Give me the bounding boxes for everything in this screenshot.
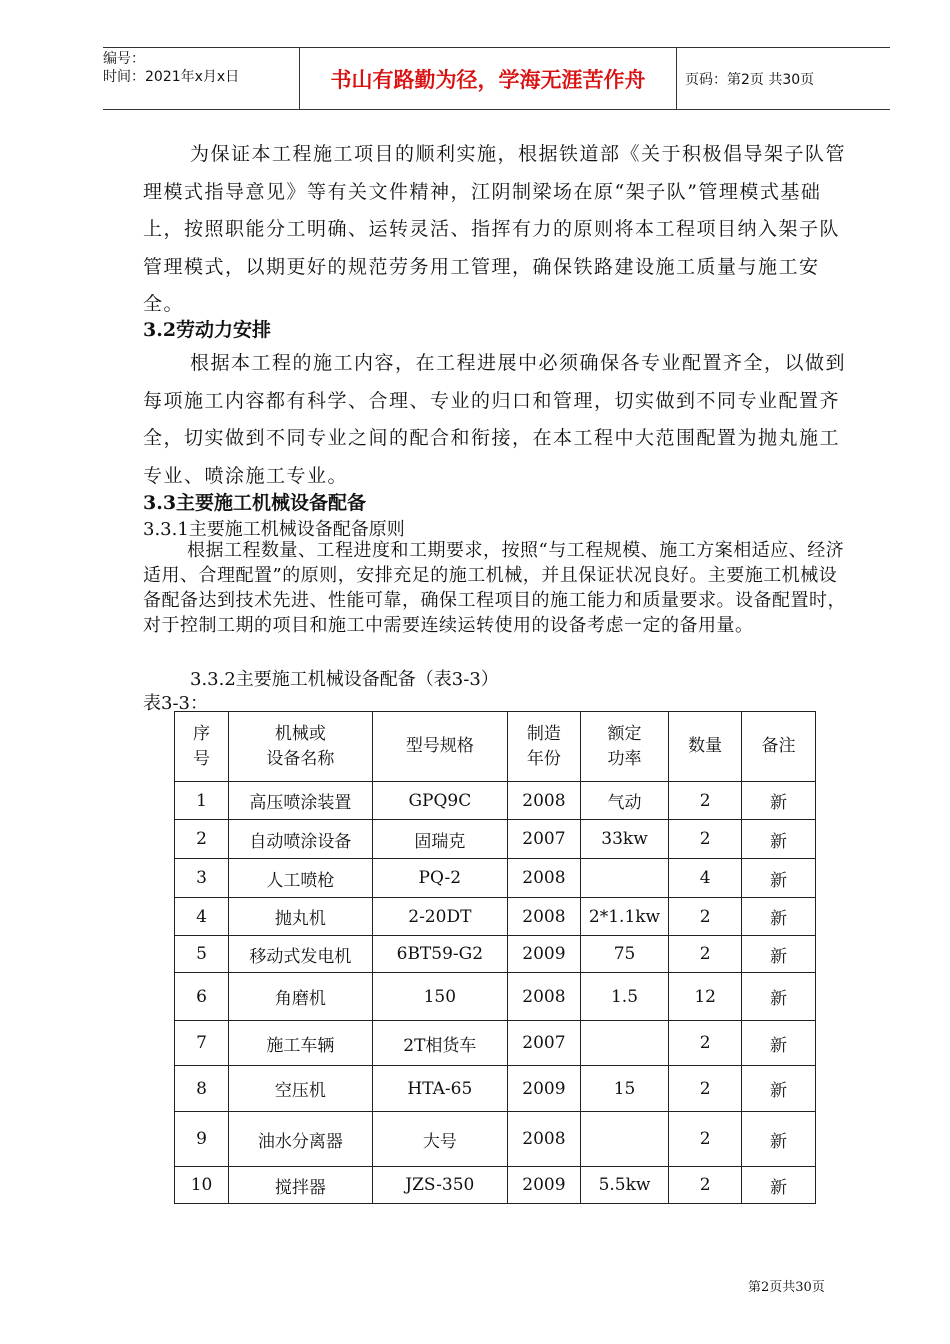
cell-power: 2*1.1kw [580,898,668,936]
table-row [175,820,816,859]
cell-note: 新 [742,859,816,898]
cell-note: 新 [742,1167,816,1204]
table-caption: 表3-3： [143,693,208,714]
cell-year: 2008 [507,1112,580,1167]
cell-note: 新 [742,1021,816,1066]
cell-model: 2-20DT [372,898,507,936]
cell-no: 8 [175,1066,229,1112]
cell-note: 新 [742,782,816,820]
header-name: 机械或 设备名称 [229,712,373,782]
cell-no: 10 [175,1167,229,1204]
cell-no: 3 [175,859,229,898]
cell-no: 1 [175,782,229,820]
cell-year: 2009 [507,1167,580,1204]
cell-year: 2009 [507,1066,580,1112]
cell-note: 新 [742,1066,816,1112]
section-3-2-title: 3.2劳动力安排 [143,319,272,341]
table-row [175,782,816,820]
cell-no: 6 [175,973,229,1021]
cell-power: 1.5 [580,973,668,1021]
cell-year: 2008 [507,898,580,936]
table-row [175,973,816,1021]
equipment-table [174,711,816,1204]
table-row [175,1021,816,1066]
page-header [103,47,890,110]
cell-power: 33kw [580,820,668,859]
cell-model: 150 [372,973,507,1021]
document-number-label: 编号： [103,51,145,67]
cell-qty: 2 [669,1066,742,1112]
header-year: 制造 年份 [507,712,580,782]
cell-model: JZS-350 [372,1167,507,1204]
section-3-3-title: 3.3主要施工机械设备配备 [143,492,367,514]
cell-power [580,1021,668,1066]
cell-year: 2008 [507,859,580,898]
cell-note: 新 [742,936,816,973]
cell-model: 2T相货车 [372,1021,507,1066]
cell-no: 9 [175,1112,229,1167]
page-footer: 第2页共30页 [748,1280,825,1295]
cell-qty: 2 [669,936,742,973]
cell-name: 人工喷枪 [229,859,373,898]
cell-year: 2007 [507,820,580,859]
cell-power [580,1112,668,1167]
cell-no: 5 [175,936,229,973]
cell-note: 新 [742,898,816,936]
cell-year: 2008 [507,973,580,1021]
cell-year: 2007 [507,1021,580,1066]
cell-no: 4 [175,898,229,936]
header-meta [103,50,298,86]
cell-power: 15 [580,1066,668,1112]
cell-qty: 2 [669,1021,742,1066]
section-3-3-1-title: 3.3.1主要施工机械设备配备原则 [143,519,405,540]
cell-power: 5.5kw [580,1167,668,1204]
header-model: 型号规格 [372,712,507,782]
cell-model: GPQ9C [372,782,507,820]
section-3-3-1-body: 根据工程数量、工程进度和工期要求，按照“与工程规模、施工方案相适应、经济适用、合理配置”的原则，安排充足的施工机械，并且保证状况良好。主要施工机械设备配备达到技术先进、性能可靠，确保工程项目的施工能力和质量要求。设备配置时，对于控制工期的项目和施工中需要连续运转使用的设备考虑一定的备用量。 [143,540,846,636]
cell-model: 大号 [372,1112,507,1167]
table-row [175,1112,816,1167]
header-motto: 书山有路勤为径，学海无涯苦作舟 [299,48,677,109]
cell-qty: 2 [669,1167,742,1204]
table-header-row [175,712,816,782]
cell-name: 施工车辆 [229,1021,373,1066]
table-row [175,898,816,936]
table-row [175,859,816,898]
section-3-3-2-title: 3.3.2主要施工机械设备配备（表3-3） [190,669,499,690]
cell-qty: 2 [669,1112,742,1167]
cell-note: 新 [742,973,816,1021]
cell-model: 6BT59-G2 [372,936,507,973]
cell-no: 2 [175,820,229,859]
cell-name: 空压机 [229,1066,373,1112]
header-seq: 序 号 [175,712,229,782]
cell-name: 抛丸机 [229,898,373,936]
cell-qty: 4 [669,859,742,898]
cell-note: 新 [742,1112,816,1167]
cell-qty: 2 [669,898,742,936]
table-row [175,936,816,973]
document-date: 时间：2021年x月x日 [103,69,240,85]
cell-name: 搅拌器 [229,1167,373,1204]
cell-qty: 2 [669,820,742,859]
cell-qty: 2 [669,782,742,820]
header-page-number: 页码：第2页 共30页 [685,71,815,88]
cell-power [580,859,668,898]
cell-name: 自动喷涂设备 [229,820,373,859]
cell-power: 气动 [580,782,668,820]
cell-name: 角磨机 [229,973,373,1021]
cell-name: 移动式发电机 [229,936,373,973]
cell-year: 2008 [507,782,580,820]
section-3-2-body: 根据本工程的施工内容，在工程进展中必须确保各专业配置齐全，以做到每项施工内容都有科学、合理、专业的归口和管理，切实做到不同专业配置齐全，切实做到不同专业之间的配合和衔接，在本工程中大范围配置为抛丸施工专业、喷涂施工专业。 [143,352,847,487]
cell-model: 固瑞克 [372,820,507,859]
header-power: 额定 功率 [580,712,668,782]
intro-paragraph: 为保证本工程施工项目的顺利实施，根据铁道部《关于积极倡导架子队管理模式指导意见》等有关文件精神，江阴制梁场在原“架子队”管理模式基础上，按照职能分工明确、运转灵活、指挥有力的原则将本工程项目纳入架子队管理模式，以期更好的规范劳务用工管理，确保铁路建设施工质量与施工安全。 [143,143,847,315]
header-note: 备注 [742,712,816,782]
cell-model: PQ-2 [372,859,507,898]
cell-qty: 12 [669,973,742,1021]
cell-power: 75 [580,936,668,973]
cell-name: 高压喷涂装置 [229,782,373,820]
table-row [175,1066,816,1112]
cell-year: 2009 [507,936,580,973]
cell-no: 7 [175,1021,229,1066]
table-row [175,1167,816,1204]
cell-model: HTA-65 [372,1066,507,1112]
header-qty: 数量 [669,712,742,782]
cell-note: 新 [742,820,816,859]
cell-name: 油水分离器 [229,1112,373,1167]
